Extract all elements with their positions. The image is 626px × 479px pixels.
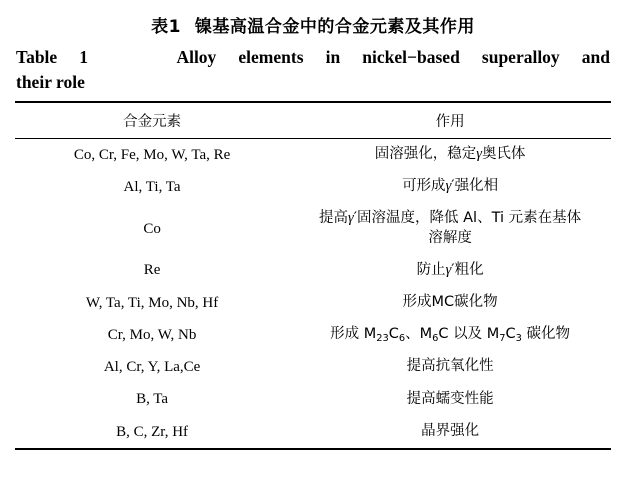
table-row bbox=[15, 287, 611, 319]
table-row bbox=[15, 416, 611, 449]
cell-element: B, Ta bbox=[136, 391, 169, 408]
cell-element: Co bbox=[143, 220, 161, 237]
table-row bbox=[15, 254, 611, 286]
table-caption-chinese bbox=[14, 12, 612, 37]
table-title-english-part1: Alloy elements in nickel−based superalloy and bbox=[176, 47, 610, 67]
cell-element: Cr, Mo, W, Nb bbox=[107, 326, 197, 343]
table-body bbox=[15, 138, 611, 449]
cell-element: Al, Cr, Y, La,Ce bbox=[103, 359, 201, 376]
table-header-row bbox=[15, 102, 611, 139]
table-row bbox=[15, 171, 611, 203]
table-row bbox=[15, 351, 611, 383]
table-number-chinese: 表1 bbox=[151, 17, 181, 37]
cell-element: Re bbox=[143, 262, 161, 279]
table-caption-english-line1 bbox=[16, 45, 610, 70]
table-caption-english-line2: their role bbox=[16, 71, 85, 92]
cell-role: 固溶强化，稳定γ奥氏体 bbox=[289, 138, 611, 171]
table-caption-english bbox=[16, 45, 610, 95]
column-header-element: 合金元素 bbox=[15, 102, 289, 139]
cell-role: 提高抗氧化性 bbox=[406, 358, 494, 375]
table-header bbox=[15, 102, 611, 139]
table-title-chinese: 镍基高温合金中的合金元素及其作用 bbox=[194, 17, 475, 37]
cell-role: 提高γ′固溶温度，降低 Al、Ti 元素在基体 溶解度 bbox=[319, 210, 582, 246]
alloy-elements-table bbox=[15, 101, 611, 450]
table-number-english: Table 1 bbox=[16, 47, 89, 67]
cell-role: 可形成γ′强化相 bbox=[402, 178, 499, 195]
cell-element: Co, Cr, Fe, Mo, W, Ta, Re bbox=[15, 138, 289, 171]
cell-role: 提高蠕变性能 bbox=[406, 390, 494, 407]
cell-role: 形成MC碳化物 bbox=[402, 293, 498, 310]
cell-role: 防止γ′粗化 bbox=[416, 261, 484, 278]
table-row bbox=[15, 383, 611, 415]
cell-element: Al, Ti, Ta bbox=[123, 178, 181, 195]
cell-element: B, C, Zr, Hf bbox=[15, 416, 289, 449]
cell-element: W, Ta, Ti, Mo, Nb, Hf bbox=[85, 294, 219, 311]
cell-role: 晶界强化 bbox=[289, 416, 611, 449]
column-header-role: 作用 bbox=[289, 102, 611, 139]
cell-role: 形成 $M_{23}C_6$、$M_6C$ 以及 $M_7C_3$ 碳化物 bbox=[330, 325, 571, 344]
table-row bbox=[15, 138, 611, 171]
table-row bbox=[15, 203, 611, 254]
table-row bbox=[15, 319, 611, 351]
